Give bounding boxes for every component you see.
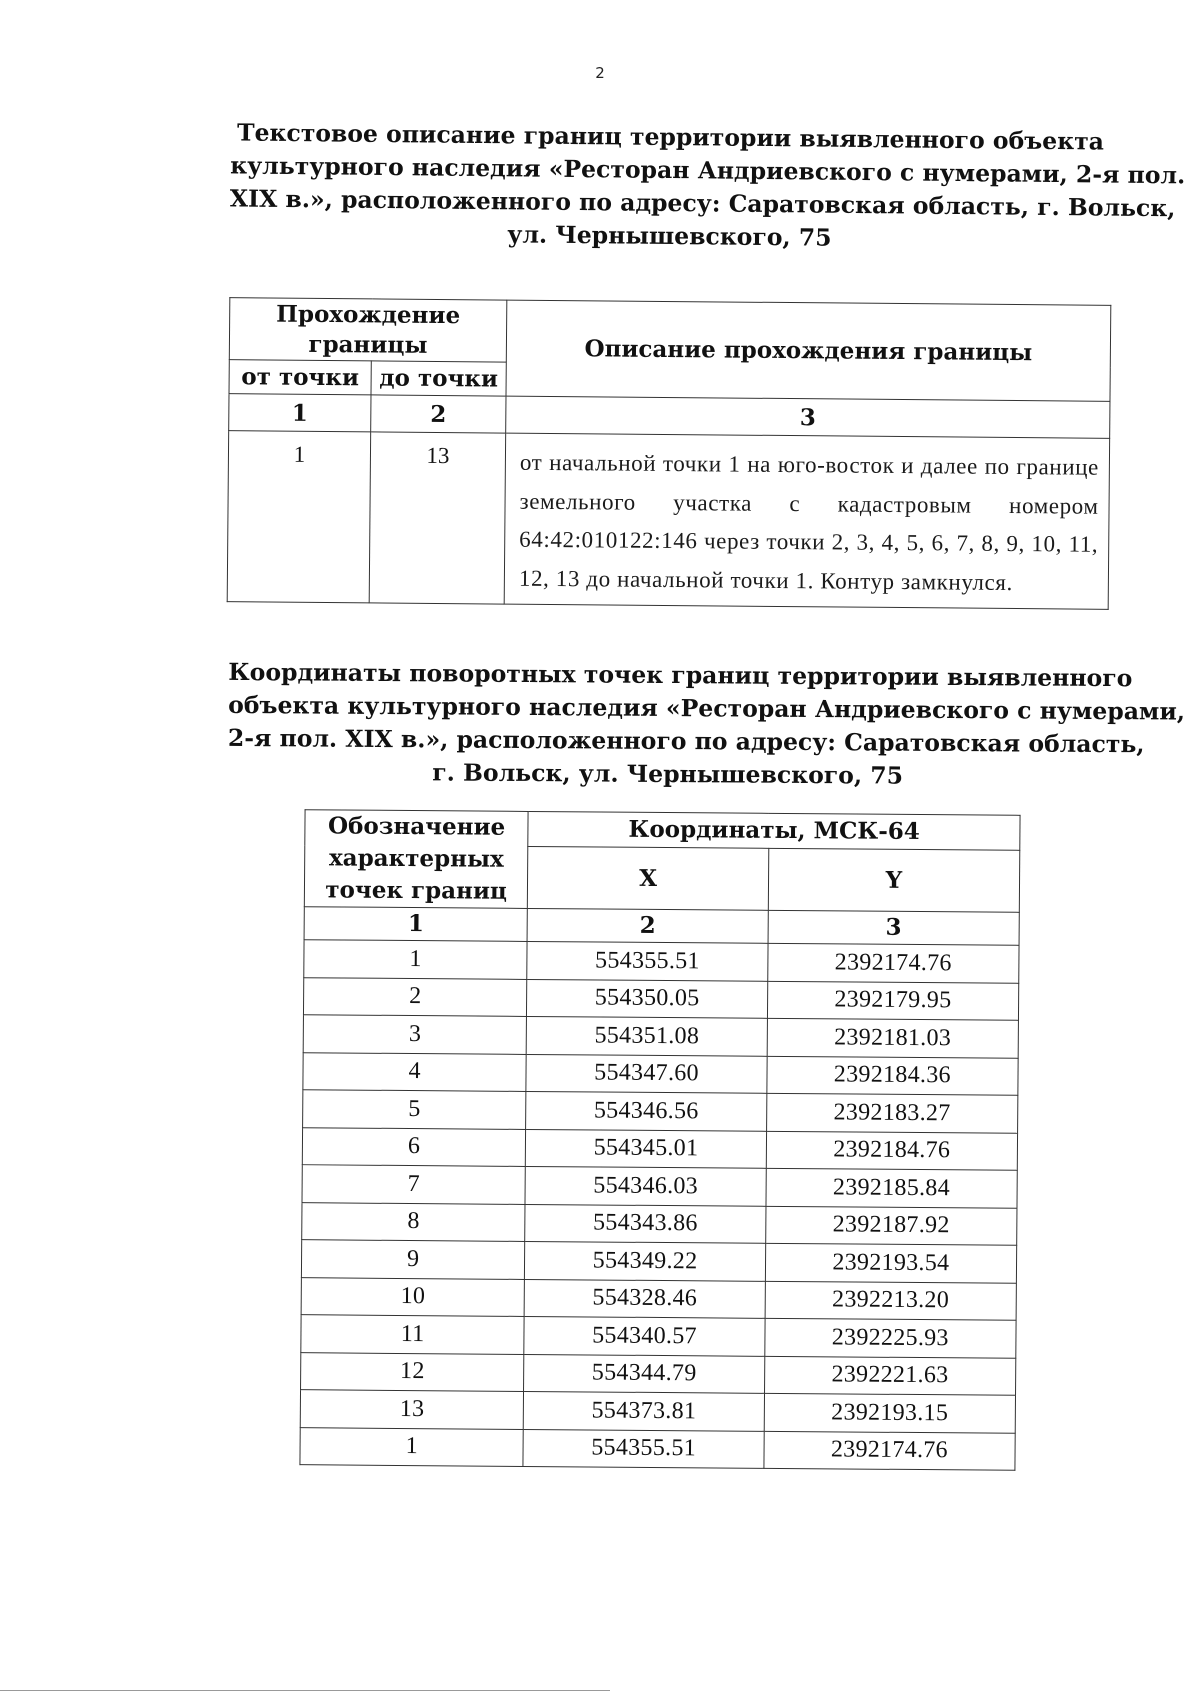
heading-line: 2-я пол. XIX в.», расположенного по адресу: Саратовская область, bbox=[227, 723, 1145, 759]
header-boundary-passage bbox=[229, 298, 507, 362]
y-coordinate-cell: 2392193.15 bbox=[764, 1393, 1016, 1432]
point-cell: 11 bbox=[301, 1315, 525, 1354]
table-row bbox=[304, 940, 1019, 983]
column-number: 2 bbox=[527, 908, 768, 943]
table-row bbox=[227, 431, 1109, 610]
coordinates-table bbox=[299, 809, 1020, 1471]
heading-line: г. Вольск, ул. Чернышевского, 75 bbox=[432, 758, 904, 790]
x-coordinate-cell: 554355.51 bbox=[527, 941, 768, 980]
from-point-cell: 1 bbox=[227, 431, 370, 603]
x-coordinate-cell: 554346.56 bbox=[526, 1091, 767, 1130]
to-point-cell: 13 bbox=[369, 432, 505, 604]
boundary-description-table bbox=[227, 297, 1112, 610]
y-coordinate-cell: 2392174.76 bbox=[767, 943, 1019, 982]
column-number: 3 bbox=[506, 396, 1110, 438]
point-cell: 2 bbox=[303, 977, 527, 1016]
point-cell: 3 bbox=[303, 1015, 527, 1054]
description-cell: от начальной точки 1 на юго-восток и далее по границе земельного участка с кадастровым номером 64:42:010122:146 через точки 2, 3, 4, 5, 6, 7, 8, 9, 10, 11, 12, 13 до начальной точки 1. Контур замкнулся. bbox=[504, 433, 1109, 609]
header-line: характерных bbox=[328, 844, 504, 873]
y-coordinate-cell: 2392213.20 bbox=[765, 1281, 1017, 1320]
header-from-point: от точки bbox=[229, 360, 371, 395]
x-coordinate-cell: 554350.05 bbox=[527, 979, 768, 1018]
header-coordinates: Координаты, МСК-64 bbox=[528, 811, 1020, 850]
x-coordinate-cell: 554344.79 bbox=[524, 1354, 765, 1393]
point-cell: 8 bbox=[302, 1202, 526, 1241]
y-coordinate-cell: 2392193.54 bbox=[765, 1243, 1017, 1282]
header-to-point: до точки bbox=[371, 361, 506, 396]
point-cell: 9 bbox=[301, 1240, 525, 1279]
x-coordinate-cell: 554328.46 bbox=[525, 1279, 766, 1318]
header-y: Y bbox=[768, 848, 1020, 912]
y-coordinate-cell: 2392179.95 bbox=[767, 981, 1019, 1020]
x-coordinate-cell: 554345.01 bbox=[526, 1129, 767, 1168]
table-row bbox=[303, 1090, 1018, 1133]
coordinates-heading bbox=[227, 656, 1186, 794]
x-coordinate-cell: 554351.08 bbox=[527, 1016, 768, 1055]
y-coordinate-cell: 2392221.63 bbox=[764, 1356, 1016, 1395]
y-coordinate-cell: 2392225.93 bbox=[764, 1318, 1016, 1357]
header-x: X bbox=[528, 847, 769, 911]
scan-artifact-line bbox=[0, 1690, 610, 1691]
y-coordinate-cell: 2392174.76 bbox=[764, 1431, 1016, 1470]
column-number: 1 bbox=[304, 907, 528, 942]
heading-line: объекта культурного наследия «Ресторан Андриевского с нумерами, bbox=[228, 690, 1186, 726]
table-row bbox=[302, 1127, 1017, 1170]
header-point-designation bbox=[304, 810, 528, 909]
y-coordinate-cell: 2392184.76 bbox=[766, 1131, 1018, 1170]
table-row bbox=[303, 977, 1018, 1020]
table-row bbox=[301, 1240, 1016, 1283]
header-line: Обозначение bbox=[327, 812, 506, 841]
heading-line: ул. Чернышевского, 75 bbox=[507, 220, 832, 252]
point-cell: 4 bbox=[303, 1052, 527, 1091]
header-description: Описание прохождения границы bbox=[506, 300, 1111, 401]
point-cell: 1 bbox=[300, 1427, 524, 1466]
point-cell: 5 bbox=[303, 1090, 527, 1129]
y-coordinate-cell: 2392185.84 bbox=[766, 1168, 1018, 1207]
column-number: 1 bbox=[229, 394, 371, 432]
x-coordinate-cell: 554343.86 bbox=[525, 1204, 766, 1243]
y-coordinate-cell: 2392181.03 bbox=[767, 1018, 1019, 1057]
table-row bbox=[302, 1202, 1017, 1245]
point-cell: 1 bbox=[304, 940, 528, 979]
table-row bbox=[301, 1352, 1016, 1395]
heading-line: Текстовое описание границ территории выявленного объекта bbox=[236, 118, 1105, 156]
point-cell: 13 bbox=[300, 1390, 524, 1429]
header-line: границы bbox=[308, 330, 428, 359]
point-cell: 10 bbox=[301, 1277, 525, 1316]
table-row bbox=[300, 1390, 1015, 1433]
header-line: точек границ bbox=[325, 876, 508, 905]
point-cell: 6 bbox=[302, 1127, 526, 1166]
x-coordinate-cell: 554346.03 bbox=[525, 1166, 766, 1205]
table-row bbox=[303, 1052, 1018, 1095]
x-coordinate-cell: 554349.22 bbox=[525, 1241, 766, 1280]
x-coordinate-cell: 554373.81 bbox=[524, 1391, 765, 1430]
coordinates-rows bbox=[300, 940, 1019, 1471]
heading-line: культурного наследия «Ресторан Андриевского с нумерами, 2-я пол. bbox=[230, 151, 1186, 190]
table-row bbox=[301, 1315, 1016, 1358]
y-coordinate-cell: 2392184.36 bbox=[767, 1056, 1019, 1095]
y-coordinate-cell: 2392183.27 bbox=[766, 1093, 1018, 1132]
table-row bbox=[301, 1277, 1016, 1320]
point-cell: 12 bbox=[301, 1352, 525, 1391]
point-cell: 7 bbox=[302, 1165, 526, 1204]
x-coordinate-cell: 554340.57 bbox=[524, 1316, 765, 1355]
page-number: 2 bbox=[595, 64, 605, 82]
column-number: 2 bbox=[371, 395, 506, 433]
boundary-description-heading bbox=[229, 116, 1186, 257]
x-coordinate-cell: 554355.51 bbox=[523, 1429, 764, 1468]
header-line: Прохождение bbox=[276, 300, 461, 329]
table-row bbox=[300, 1427, 1015, 1470]
heading-line: XIX в.», расположенного по адресу: Саратовская область, г. Вольск, bbox=[229, 184, 1176, 223]
heading-line: Координаты поворотных точек границ территории выявленного bbox=[228, 657, 1133, 693]
table-row bbox=[302, 1165, 1017, 1208]
x-coordinate-cell: 554347.60 bbox=[526, 1054, 767, 1093]
column-number: 3 bbox=[768, 910, 1020, 945]
y-coordinate-cell: 2392187.92 bbox=[765, 1206, 1017, 1245]
table-row bbox=[303, 1015, 1018, 1058]
